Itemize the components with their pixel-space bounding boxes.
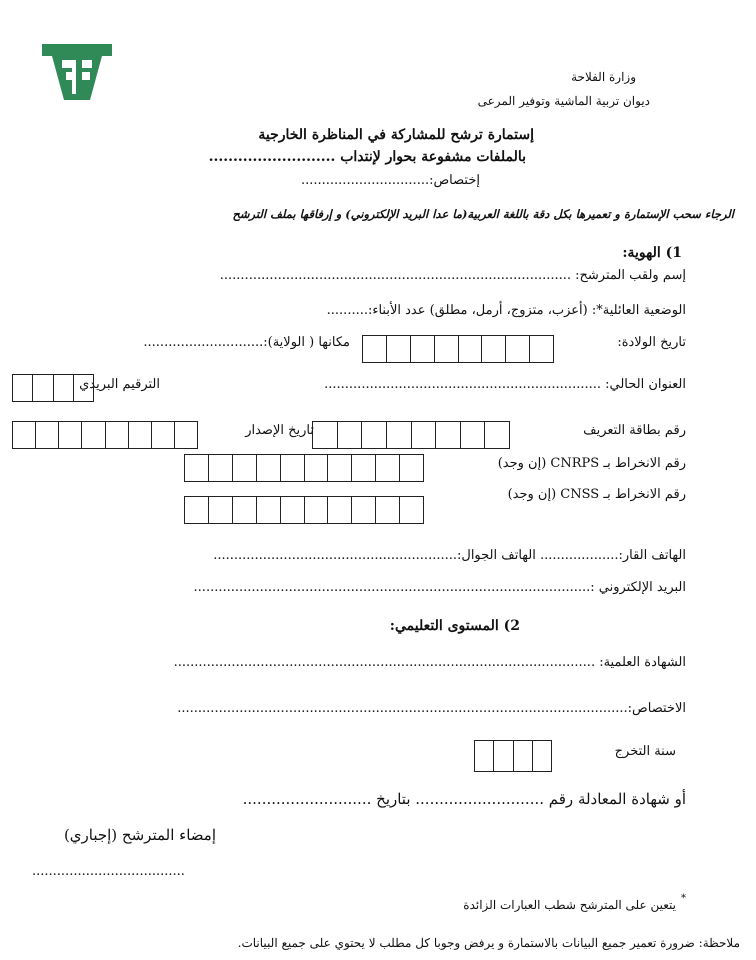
cnss-boxes[interactable]: [184, 496, 424, 524]
equivalence-field[interactable]: أو شهادة المعادلة رقم ........................... بتاريخ ...........................: [242, 790, 686, 808]
section-identity-heading: 1) الهوية:: [622, 245, 682, 261]
note-text: ملاحظة: ضرورة تعمير جميع البيانات بالاستمارة و يرفض وجوبا كل مطلب لا يحتوي على جميع البيانات.: [237, 936, 740, 950]
specialty-field[interactable]: إختصاص:...............................: [300, 173, 480, 188]
birth-place-field[interactable]: مكانها ( الولاية):.............................: [143, 335, 350, 350]
footnote-mark: *: [681, 893, 686, 904]
cnrps-boxes[interactable]: [184, 454, 424, 482]
marital-status-field[interactable]: الوضعية العائلية*: (أعزب، متزوج، أرمل، مطلق) عدد الأبناء:..........: [326, 303, 686, 318]
instruction-text: الرجاء سحب الإستمارة و تعميرها بكل دقة باللغة العربية(ما عدا البريد الإلكتروني) و إرفاقها بملف الترشح: [232, 207, 734, 221]
form-title-line2: بالملفات مشفوعة بحوار لإنتداب ..........................: [208, 149, 526, 165]
id-card-boxes[interactable]: [312, 421, 510, 449]
cnrps-label: رقم الانخراط بـ CNRPS (إن وجد): [497, 456, 686, 471]
issue-date-label: تاريخ الإصدار: [245, 423, 314, 438]
graduation-year-boxes[interactable]: [474, 740, 552, 772]
address-field[interactable]: العنوان الحالي: ...................................................................: [324, 377, 686, 392]
id-card-label: رقم بطاقة التعريف: [583, 423, 686, 438]
postal-code-boxes[interactable]: [12, 374, 94, 402]
education-specialty-field[interactable]: الاختصاص:.............................................................................................................: [177, 701, 686, 716]
phone-field[interactable]: الهاتف القار:................... الهاتف الجوال:...........................................................: [213, 548, 686, 563]
birth-date-label: تاريخ الولادة:: [617, 335, 686, 350]
graduation-year-label: سنة التخرج: [614, 744, 676, 759]
degree-field[interactable]: الشهادة العلمية: ......................................................................................................: [173, 655, 686, 670]
signature-line[interactable]: .....................................: [32, 864, 185, 879]
signature-label: إمضاء المترشح (إجباري): [63, 826, 216, 844]
ministry-logo: [40, 42, 114, 106]
ministry-name: وزارة الفلاحة: [571, 70, 636, 84]
section-education-heading: 2) المستوى التعليمي:: [389, 618, 520, 634]
office-name: ديوان تربية الماشية وتوفير المرعى: [477, 94, 650, 108]
issue-date-boxes[interactable]: [12, 421, 198, 449]
birth-date-boxes[interactable]: [362, 335, 554, 363]
postal-code-label: الترقيم البريدي: [79, 377, 160, 392]
email-field[interactable]: البريد الإلكتروني :................................................................................................: [193, 580, 686, 595]
cnss-label: رقم الانخراط بـ CNSS (إن وجد): [507, 487, 686, 502]
candidate-name-field[interactable]: إسم ولقب المترشح: .....................................................................................: [219, 268, 686, 283]
form-title: إستمارة ترشح للمشاركة في المناظرة الخارجية: [258, 127, 534, 143]
footnote-text: يتعين على المترشح شطب العبارات الزائدة: [463, 898, 676, 912]
